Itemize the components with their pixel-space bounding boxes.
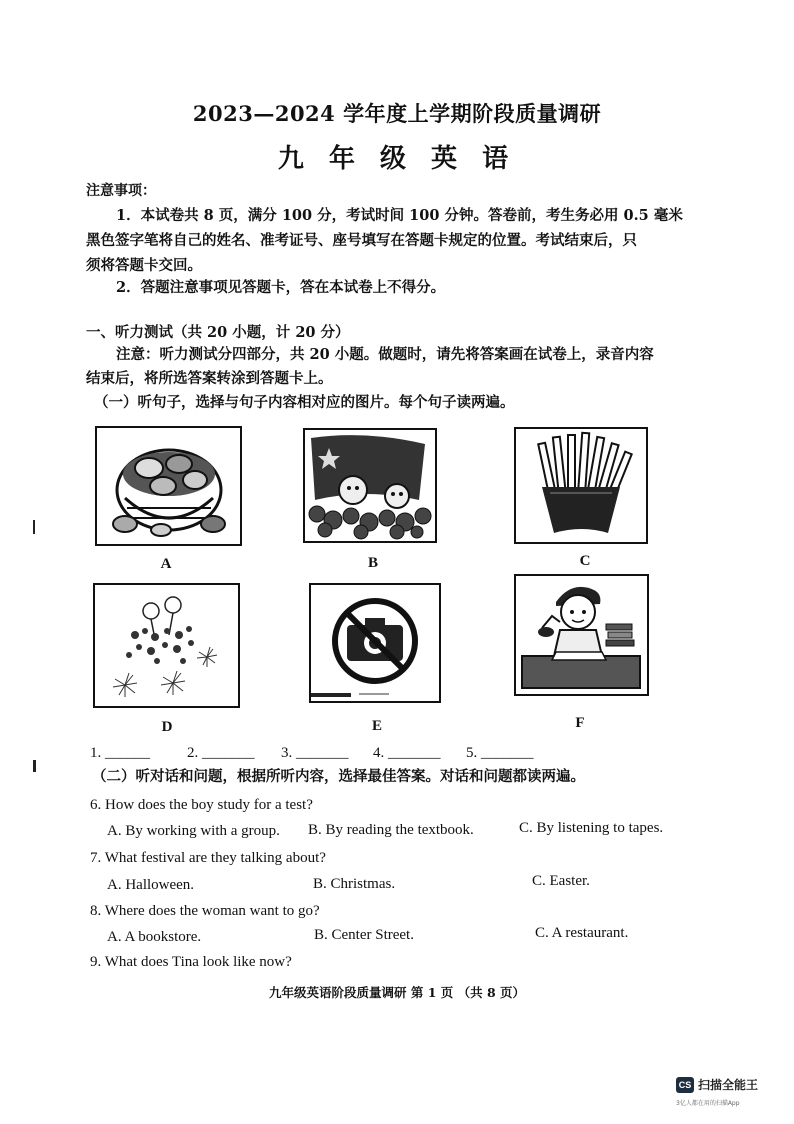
notice-line-1: 1．本试卷共 8 页，满分 100 分，考试时间 100 分钟。答卷前，考生务必用 0.5 毫米 xyxy=(116,207,683,224)
french-fries-icon xyxy=(516,429,646,542)
no-camera-icon xyxy=(311,585,439,701)
exam-title: 2023—2024 学年度上学期阶段质量调研 xyxy=(192,101,602,126)
picture-d xyxy=(93,583,240,708)
camscanner-name: 扫描全能王 xyxy=(698,1078,759,1092)
scan-mark xyxy=(33,760,36,772)
q8-option-c[interactable]: C. A restaurant. xyxy=(535,925,629,941)
q6-option-b[interactable]: B. By reading the textbook. xyxy=(308,822,474,838)
picture-f-label: F xyxy=(575,715,585,731)
q7-option-b[interactable]: B. Christmas. xyxy=(313,876,396,892)
flag-celebration-icon xyxy=(305,430,435,541)
answer-blank-1[interactable]: 1. ______ xyxy=(90,745,150,761)
answer-blank-4[interactable]: 4. _______ xyxy=(373,745,441,761)
notice-line-2: 黑色签字笔将自己的姓名、准考证号、座号填写在答题卡规定的位置。考试结束后，只 xyxy=(86,232,637,249)
boy-studying-icon xyxy=(516,576,647,694)
picture-a xyxy=(95,426,242,546)
notice-heading: 注意事项： xyxy=(86,183,156,199)
subject-title: 九 年 级 英 语 xyxy=(277,144,517,174)
picture-f xyxy=(514,574,649,696)
picture-c xyxy=(514,427,648,544)
listening-note-line-2: 结束后，将所选答案转涂到答题卡上。 xyxy=(86,370,333,387)
q6-option-c[interactable]: C. By listening to tapes. xyxy=(519,820,664,836)
picture-a-label: A xyxy=(160,556,172,572)
picture-b xyxy=(303,428,437,543)
listening-note-line-1: 注意：听力测试分四部分，共 20 小题。做题时，请先将答案画在试卷上，录音内容 xyxy=(116,346,654,363)
page-footer: 九年级英语阶段质量调研 第 1 页 （共 8 页） xyxy=(268,985,525,1000)
q7-option-c[interactable]: C. Easter. xyxy=(532,873,590,889)
answer-blank-2[interactable]: 2. _______ xyxy=(187,745,255,761)
scan-mark xyxy=(33,520,35,534)
part1-instruction: （一）听句子，选择与句子内容相对应的图片。每个句子读两遍。 xyxy=(94,394,515,411)
q6-option-a[interactable]: A. By working with a group. xyxy=(107,823,280,839)
question-9: 9. What does Tina look like now? xyxy=(90,954,292,970)
picture-d-label: D xyxy=(161,719,173,735)
question-8: 8. Where does the woman want to go? xyxy=(90,903,320,919)
question-6: 6. How does the boy study for a test? xyxy=(90,797,313,813)
section-heading: 一、听力测试（共 20 小题，计 20 分） xyxy=(86,324,350,341)
notice-line-4: 2．答题注意事项见答题卡，答在本试卷上不得分。 xyxy=(116,279,446,296)
part2-instruction: （二）听对话和问题，根据所听内容，选择最佳答案。对话和问题都读两遍。 xyxy=(92,768,585,785)
picture-e xyxy=(309,583,441,703)
q7-option-a[interactable]: A. Halloween. xyxy=(107,877,195,893)
q8-option-b[interactable]: B. Center Street. xyxy=(314,927,414,943)
picture-e-label: E xyxy=(371,718,382,734)
answer-blank-3[interactable]: 3. _______ xyxy=(281,745,349,761)
picture-b-label: B xyxy=(367,555,378,571)
fireworks-icon xyxy=(95,585,238,706)
question-7: 7. What festival are they talking about? xyxy=(90,850,326,866)
picture-c-label: C xyxy=(579,553,591,569)
notice-line-3: 须将答题卡交回。 xyxy=(86,257,202,274)
bread-basket-icon xyxy=(97,428,240,544)
answer-blank-5[interactable]: 5. _______ xyxy=(466,745,534,761)
camscanner-tagline: 3亿人都在用的扫描App xyxy=(676,1100,740,1107)
camscanner-logo: CS xyxy=(676,1077,694,1093)
q8-option-a[interactable]: A. A bookstore. xyxy=(107,929,202,945)
